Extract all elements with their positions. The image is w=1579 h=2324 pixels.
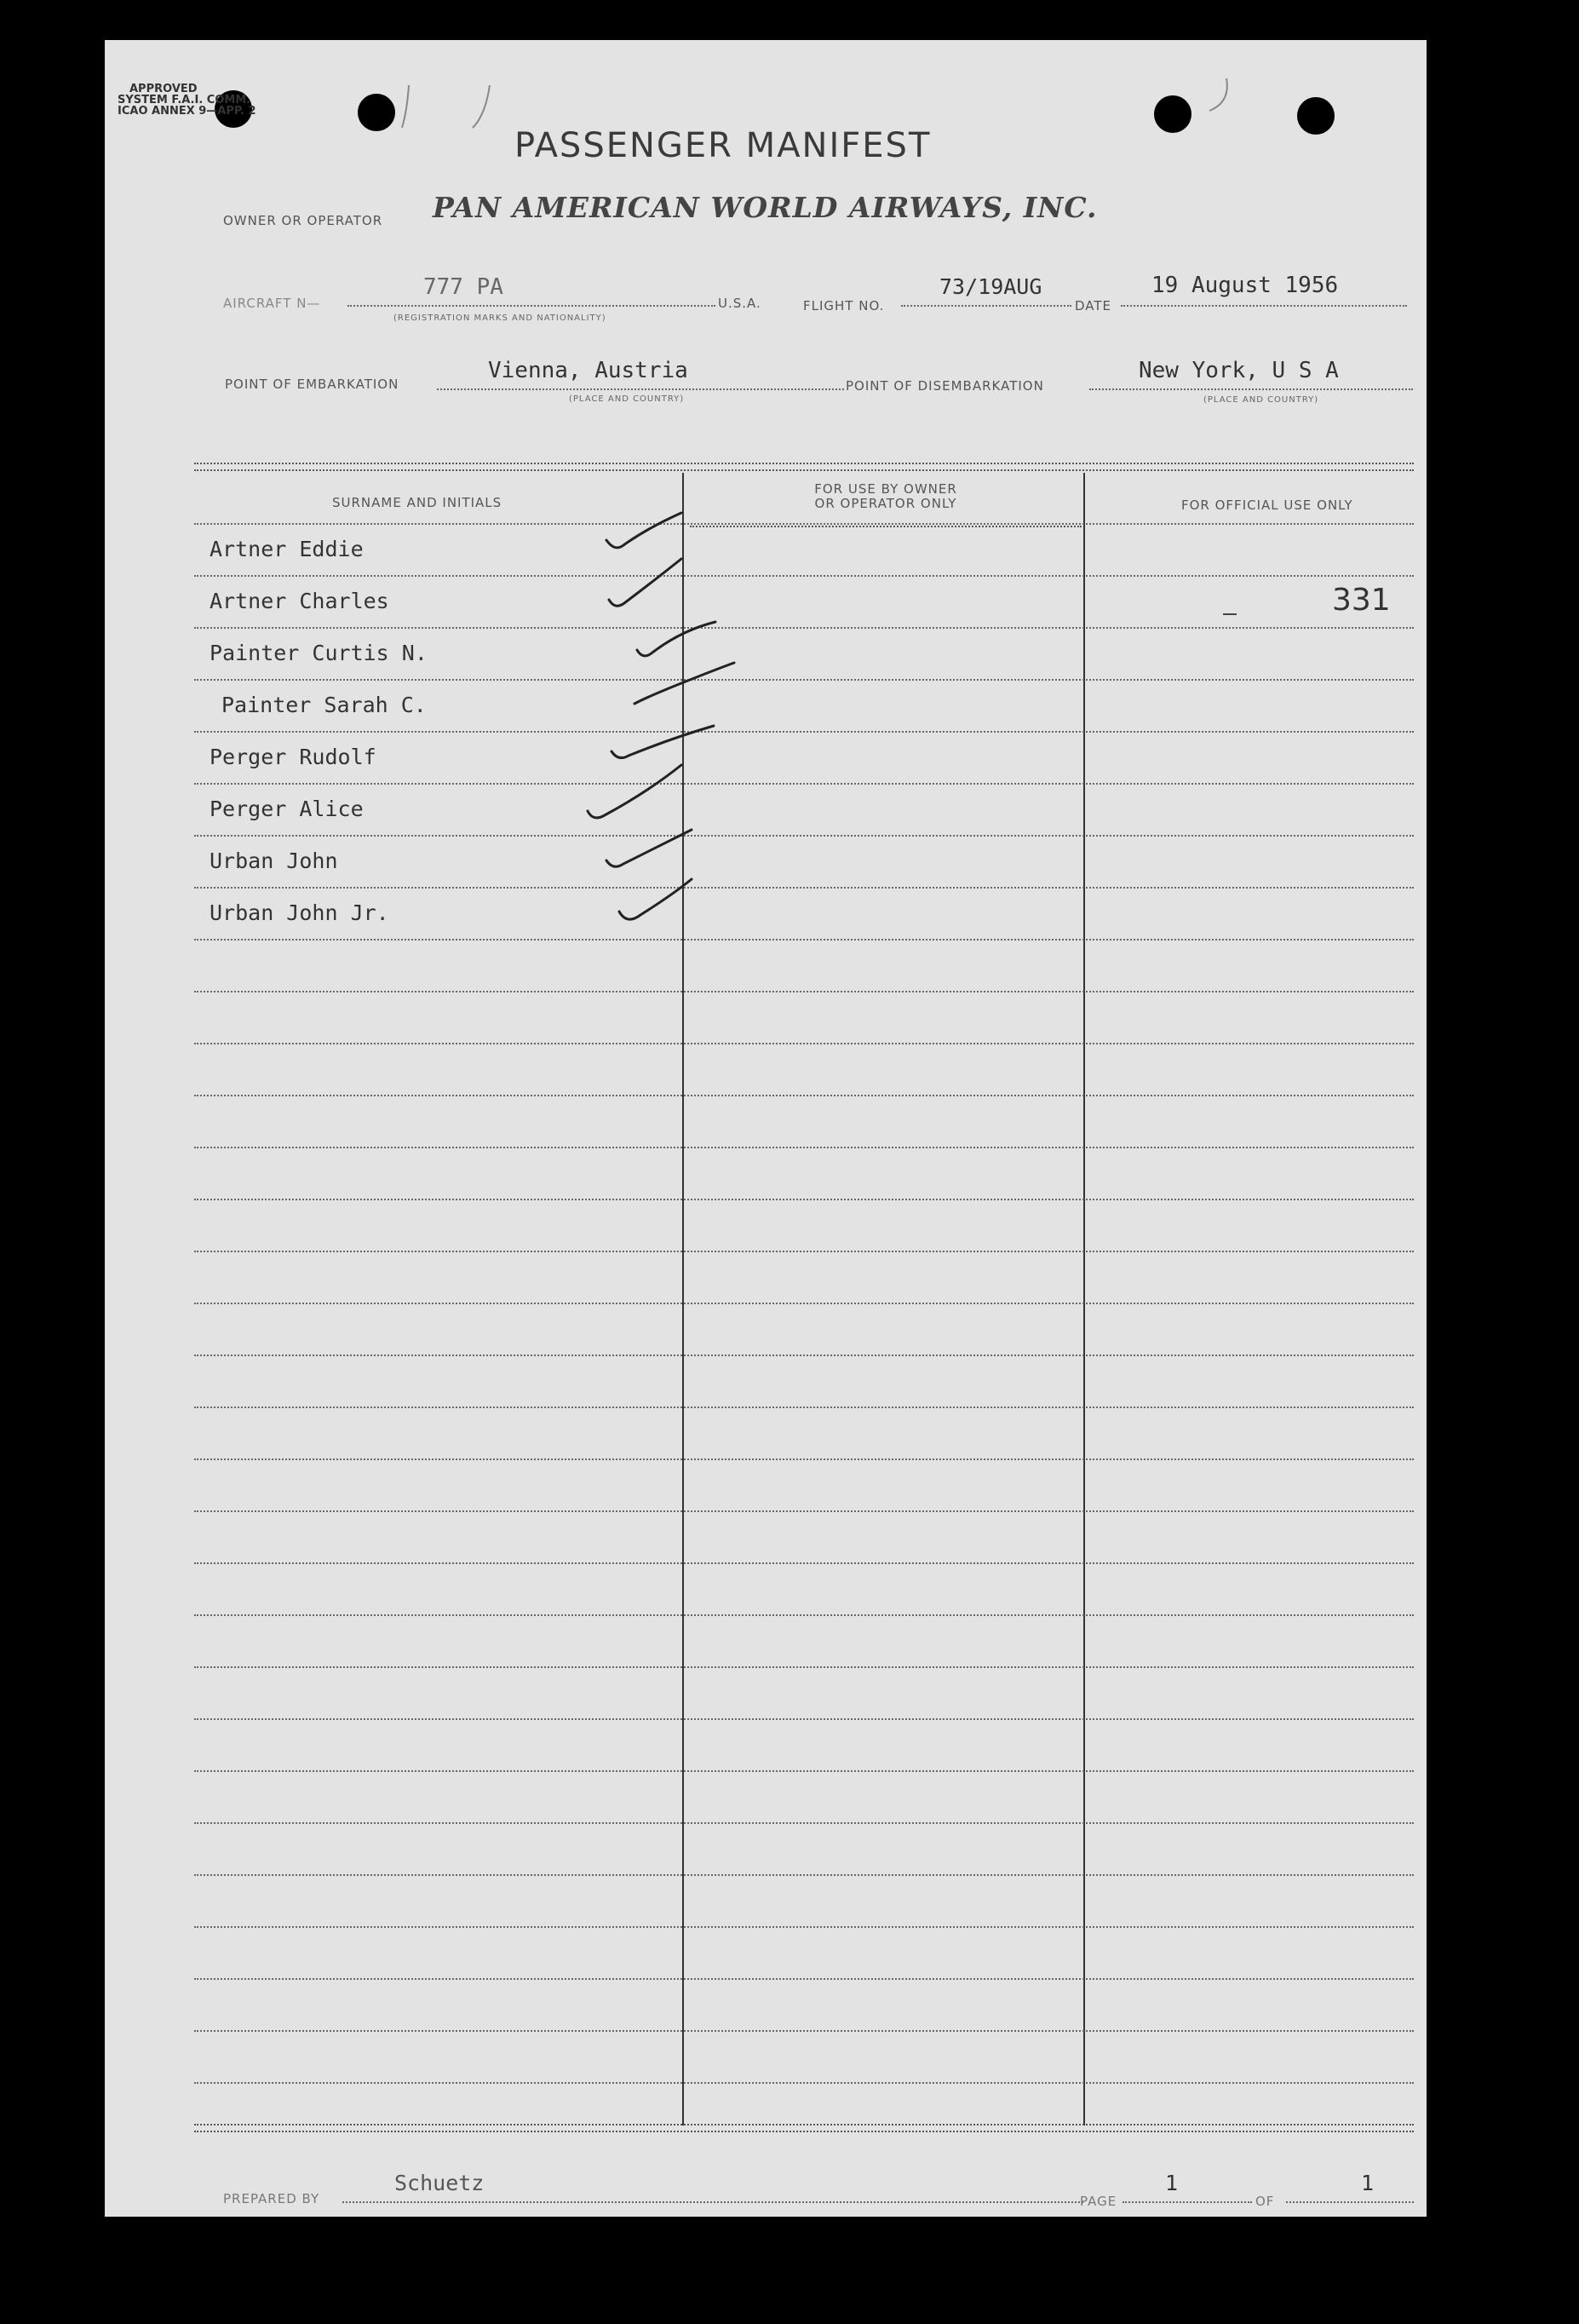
row-line [194, 1043, 1414, 1044]
row-line [194, 1095, 1414, 1096]
table-bottom-rule [194, 2124, 1414, 2126]
passenger-name: Perger Rudolf [210, 745, 376, 769]
row-line [194, 2082, 1414, 2084]
disembark-label: POINT OF DISEMBARKATION [846, 378, 1044, 394]
check-mark-icon [637, 622, 715, 656]
check-mark-icon [588, 765, 681, 818]
row-line [194, 1614, 1414, 1616]
operator-header-line: OR OPERATOR ONLY [814, 496, 957, 511]
approval-line: ICAO ANNEX 9—APP. 2 [118, 105, 256, 118]
check-mark-icon [606, 513, 681, 548]
surname-column-header: SURNAME AND INITIALS [332, 495, 502, 510]
prepared-label: PREPARED BY [223, 2191, 320, 2206]
row-line [194, 1251, 1414, 1252]
row-line [194, 1199, 1414, 1200]
passenger-name: Painter Curtis N. [210, 641, 428, 665]
row-line [194, 1406, 1414, 1408]
passenger-name: Perger Alice [210, 797, 364, 821]
check-mark-icon [619, 879, 692, 919]
disembark-note: (PLACE AND COUNTRY) [1203, 395, 1319, 405]
passenger-name: Painter Sarah C. [221, 693, 427, 717]
form-title: PASSENGER MANIFEST [514, 126, 932, 165]
flight-value: 73/19AUG [939, 274, 1042, 299]
aircraft-value: 777 PA [423, 274, 503, 300]
embark-label: POINT OF EMBARKATION [225, 377, 399, 392]
passenger-name: Urban John Jr. [210, 900, 389, 925]
aircraft-label: AIRCRAFT N— [223, 296, 321, 311]
row-line [194, 1303, 1414, 1304]
date-value: 19 August 1956 [1151, 273, 1339, 298]
passenger-name: Urban John [210, 848, 338, 873]
row-line [194, 1458, 1414, 1460]
date-label: DATE [1075, 298, 1112, 314]
pencil-mark-icon [473, 85, 490, 128]
pencil-mark-icon [402, 85, 409, 128]
row-line [194, 1770, 1414, 1772]
page-value: 1 [1165, 2171, 1179, 2195]
registration-note: (REGISTRATION MARKS AND NATIONALITY) [393, 314, 606, 323]
passenger-name: Artner Charles [210, 589, 389, 613]
prepared-value: Schuetz [394, 2171, 485, 2195]
row-line [194, 1718, 1414, 1720]
row-line [194, 1562, 1414, 1564]
row-line [194, 1666, 1414, 1668]
page-rule [1123, 2201, 1252, 2203]
row-line [194, 2030, 1414, 2032]
check-mark-icon [609, 559, 681, 606]
row-line [194, 1822, 1414, 1824]
official-column-header: FOR OFFICIAL USE ONLY [1181, 498, 1353, 513]
of-value: 1 [1361, 2171, 1375, 2195]
row-line [194, 1874, 1414, 1876]
passenger-name: Artner Eddie [210, 537, 364, 561]
disembark-value: New York, U S A [1139, 358, 1339, 383]
page-label: PAGE [1080, 2194, 1117, 2209]
flight-label: FLIGHT NO. [803, 298, 885, 314]
owner-label: OWNER OR OPERATOR [223, 213, 383, 228]
official-use-number: 331 [1332, 583, 1391, 618]
table-bottom-rule [194, 2131, 1414, 2132]
row-line [194, 1926, 1414, 1928]
check-mark-icon [612, 726, 714, 758]
embark-note: (PLACE AND COUNTRY) [569, 394, 685, 404]
of-rule [1286, 2201, 1414, 2203]
embark-value: Vienna, Austria [488, 358, 688, 383]
of-label: OF [1255, 2194, 1275, 2209]
prepared-rule [342, 2201, 1083, 2203]
check-mark-icon [634, 663, 734, 704]
row-line [194, 1147, 1414, 1148]
check-marks [0, 0, 1579, 954]
approval-line: SYSTEM F.A.I. COMM. [118, 94, 251, 106]
usa-label: U.S.A. [718, 296, 761, 311]
row-line [194, 991, 1414, 992]
check-mark-icon [606, 830, 692, 866]
approval-line: APPROVED [129, 83, 198, 95]
row-line [194, 1978, 1414, 1980]
pencil-mark-icon [1209, 78, 1227, 111]
row-line [194, 1355, 1414, 1356]
airline-name: PAN AMERICAN WORLD AIRWAYS, INC. [433, 191, 1098, 224]
row-line [194, 1510, 1414, 1512]
operator-header-line: FOR USE BY OWNER [814, 481, 957, 497]
